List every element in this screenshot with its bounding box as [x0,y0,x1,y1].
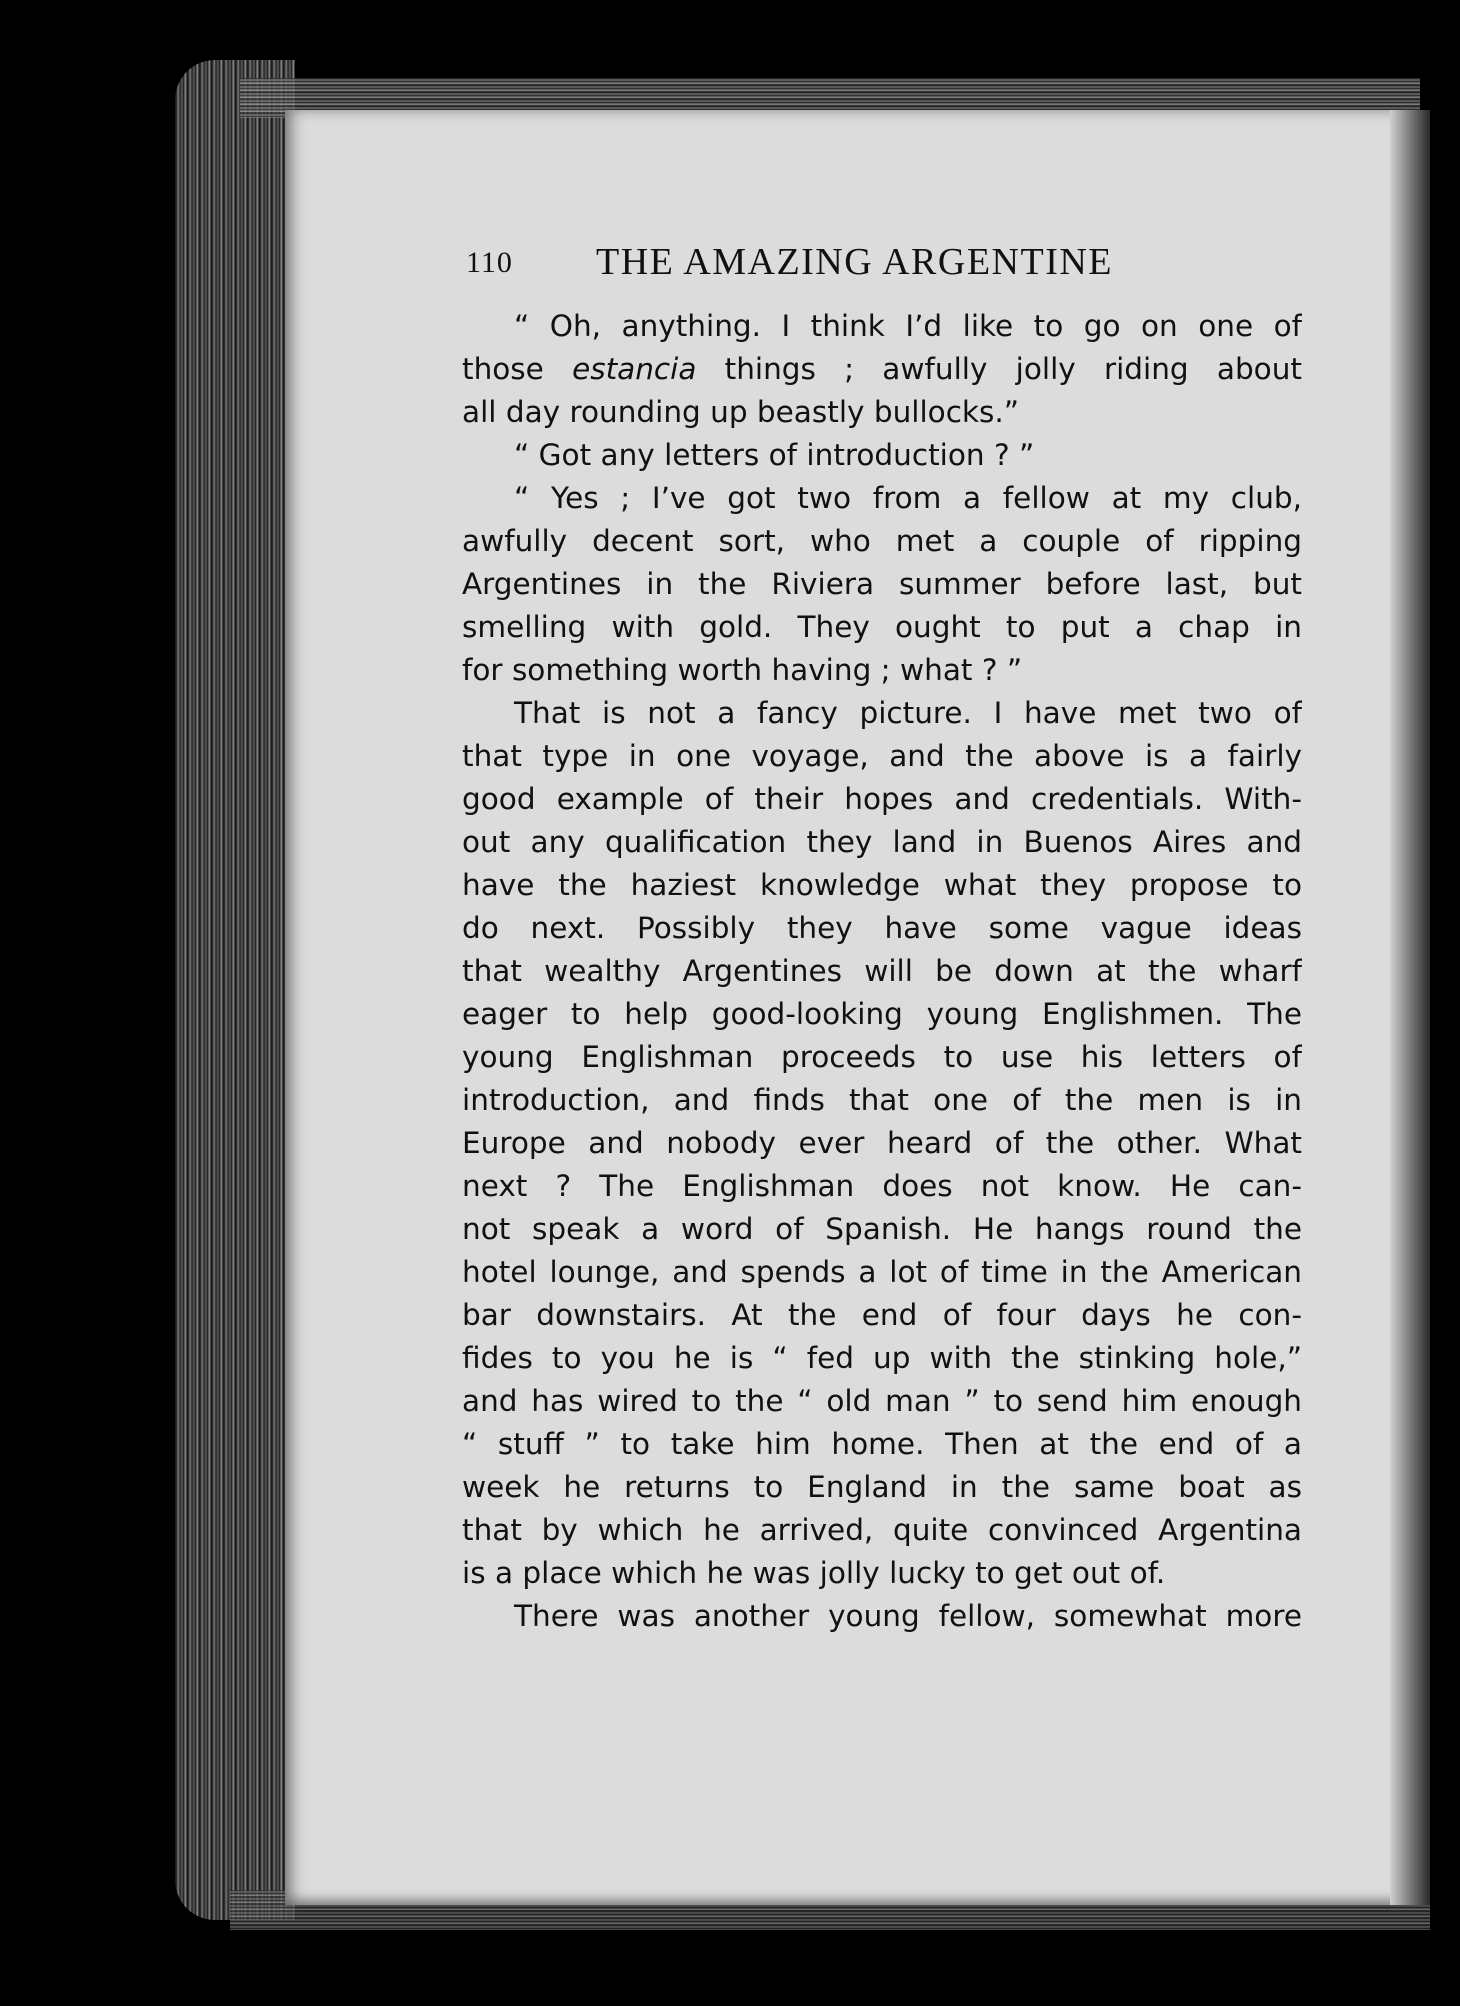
text-line: “ stuff ” to take him home. Then at the end of a [462,1427,1302,1461]
text-line: that by which he arrived, quite convinced Argentina [462,1513,1302,1547]
book-title: THE AMAZING ARGENTINE [596,241,1114,283]
text-line: have the haziest knowledge what they propose to [462,868,1302,902]
text-line: that type in one voyage, and the above is a fairly [462,739,1302,773]
text-line: “ Oh, anything. I think I’d like to go on one of [514,309,1302,343]
text-line: do next. Possibly they have some vague ideas [462,911,1302,945]
text-line: that wealthy Argentines will be down at the wharf [462,954,1302,988]
text-line: week he returns to England in the same boat as [462,1470,1302,1504]
page-block-edge [175,60,295,1920]
text-line: bar downstairs. At the end of four days he con- [462,1298,1302,1332]
text-line: young Englishman proceeds to use his letters of [462,1040,1302,1074]
facing-page-gutter [1390,110,1430,1905]
text-line: all day rounding up beastly bullocks.” [462,395,1020,429]
text-line: “ Yes ; I’ve got two from a fellow at my club, [514,481,1302,515]
text-line: introduction, and finds that one of the men is in [462,1083,1302,1117]
text-line: Europe and nobody ever heard of the other. What [462,1126,1302,1160]
text-line [462,348,1302,391]
page-number: 110 [466,246,513,279]
text-line: out any qualification they land in Buenos Aires and [462,825,1302,859]
text-line: awfully decent sort, who met a couple of ripping [462,524,1302,558]
text-line: fides to you he is “ fed up with the stinking hole,” [462,1341,1302,1375]
text-line: hotel lounge, and spends a lot of time in the American [462,1255,1302,1289]
text-line: There was another young fellow, somewhat more [514,1599,1302,1633]
text-line: Argentines in the Riviera summer before last, but [462,567,1302,601]
text-line: and has wired to the “ old man ” to send him enough [462,1384,1302,1418]
text-line: good example of their hopes and credentials. With- [462,782,1302,816]
text-line: next ? The Englishman does not know. He can- [462,1169,1302,1203]
text-fragment: things ; awfully jolly riding about [696,352,1302,386]
text-fragment: those [462,352,573,386]
text-line: is a place which he was jolly lucky to get out of. [462,1556,1166,1590]
scan-border [1430,0,1460,2006]
text-line: “ Got any letters of introduction ? ” [514,438,1035,472]
text-line: not speak a word of Spanish. He hangs round the [462,1212,1302,1246]
italic-word: estancia [572,352,697,386]
text-line: That is not a fancy picture. I have met two of [514,696,1302,730]
running-head [466,240,1186,290]
text-line: for something worth having ; what ? ” [462,653,1023,687]
text-line: smelling with gold. They ought to put a chap in [462,610,1302,644]
text-line: eager to help good-looking young Englishmen. The [462,997,1302,1031]
body-text [462,305,1302,1638]
